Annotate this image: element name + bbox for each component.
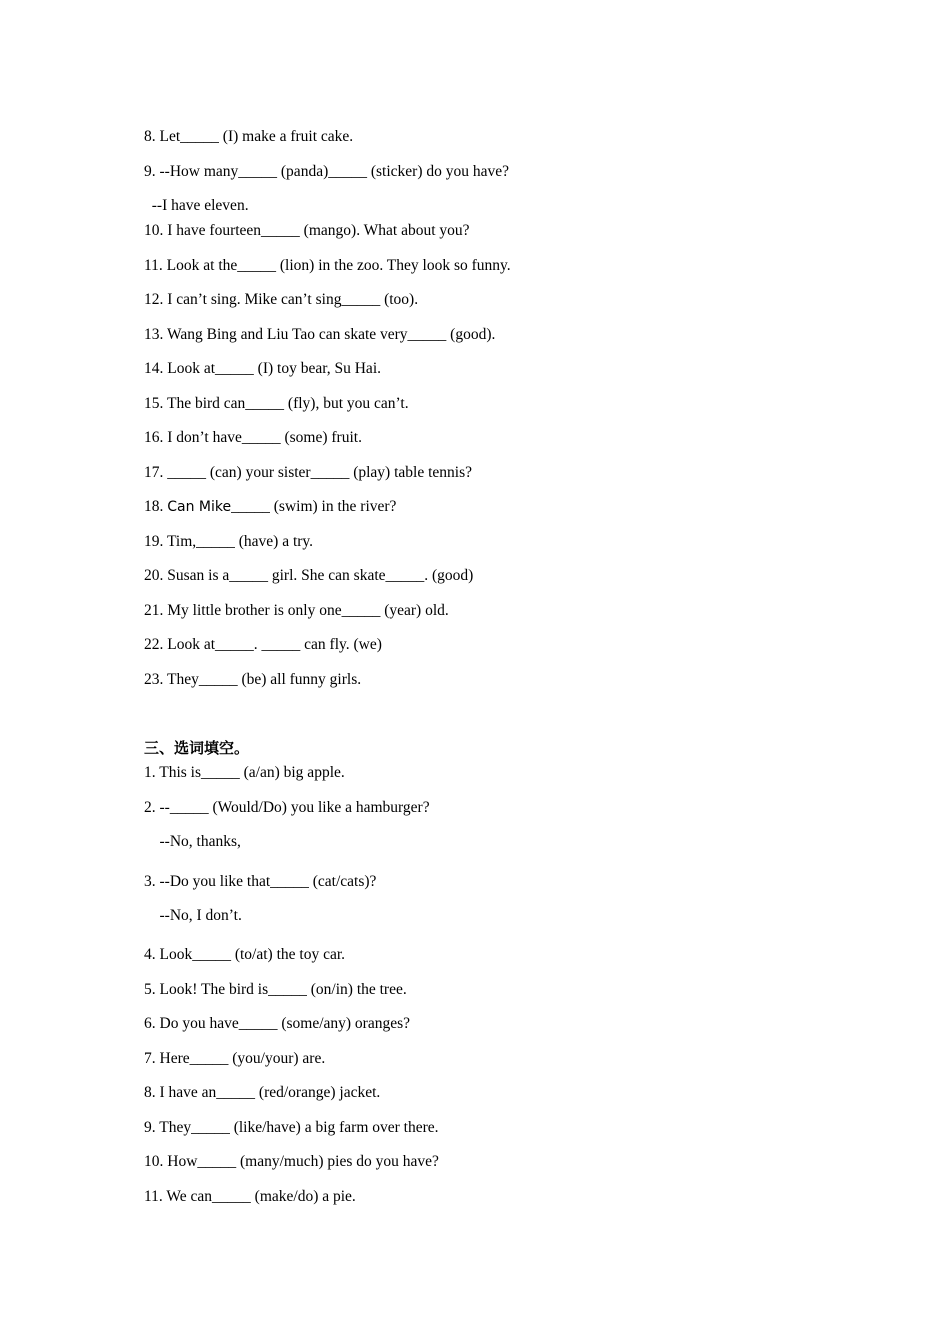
question-line: 17. _____ (can) your sister_____ (play) table tennis?	[144, 464, 472, 481]
question-line: 2. --_____ (Would/Do) you like a hamburger?	[144, 799, 430, 816]
question-line: 9. They_____ (like/have) a big farm over there.	[144, 1119, 439, 1136]
question-line: 7. Here_____ (you/your) are.	[144, 1050, 326, 1067]
question-line: 10. I have fourteen_____ (mango). What about you?	[144, 222, 470, 239]
question-line: 3. --Do you like that_____ (cat/cats)?	[144, 873, 377, 890]
question-number: 18.	[144, 498, 168, 515]
question-line: 23. They_____ (be) all funny girls.	[144, 671, 362, 688]
section-heading: 三、选词填空。	[144, 739, 250, 757]
question-sans-text: Can Mike	[167, 499, 232, 515]
question-line: 11. We can_____ (make/do) a pie.	[144, 1188, 356, 1205]
question-line: 21. My little brother is only one_____ (year) old.	[144, 602, 449, 619]
question-line: 14. Look at_____ (I) toy bear, Su Hai.	[144, 360, 381, 377]
question-line: 10. How_____ (many/much) pies do you have?	[144, 1153, 439, 1170]
question-line: 20. Susan is a_____ girl. She can skate_____. (good)	[144, 567, 474, 584]
question-line: 11. Look at the_____ (lion) in the zoo. They look so funny.	[144, 257, 511, 274]
question-line: 12. I can’t sing. Mike can’t sing_____ (too).	[144, 291, 419, 308]
question-rest: _____ (swim) in the river?	[231, 498, 397, 515]
question-line: 8. Let_____ (I) make a fruit cake.	[144, 128, 354, 145]
question-line: 4. Look_____ (to/at) the toy car.	[144, 946, 346, 963]
answer-line: --No, I don’t.	[144, 907, 242, 924]
question-line: 9. --How many_____ (panda)_____ (sticker) do you have?	[144, 163, 510, 180]
question-line: 16. I don’t have_____ (some) fruit.	[144, 429, 362, 446]
question-line: 15. The bird can_____ (fly), but you can’t.	[144, 395, 409, 412]
question-line: 1. This is_____ (a/an) big apple.	[144, 764, 345, 781]
question-line: 6. Do you have_____ (some/any) oranges?	[144, 1015, 411, 1032]
question-line: 8. I have an_____ (red/orange) jacket.	[144, 1084, 381, 1101]
question-line: 19. Tim,_____ (have) a try.	[144, 533, 314, 550]
question-line: 13. Wang Bing and Liu Tao can skate very_____ (good).	[144, 326, 496, 343]
answer-line: --I have eleven.	[144, 197, 249, 214]
question-line: 5. Look! The bird is_____ (on/in) the tree.	[144, 981, 407, 998]
question-line-18	[144, 497, 396, 517]
question-line: 22. Look at_____. _____ can fly. (we)	[144, 636, 382, 653]
answer-line: --No, thanks,	[144, 833, 241, 850]
